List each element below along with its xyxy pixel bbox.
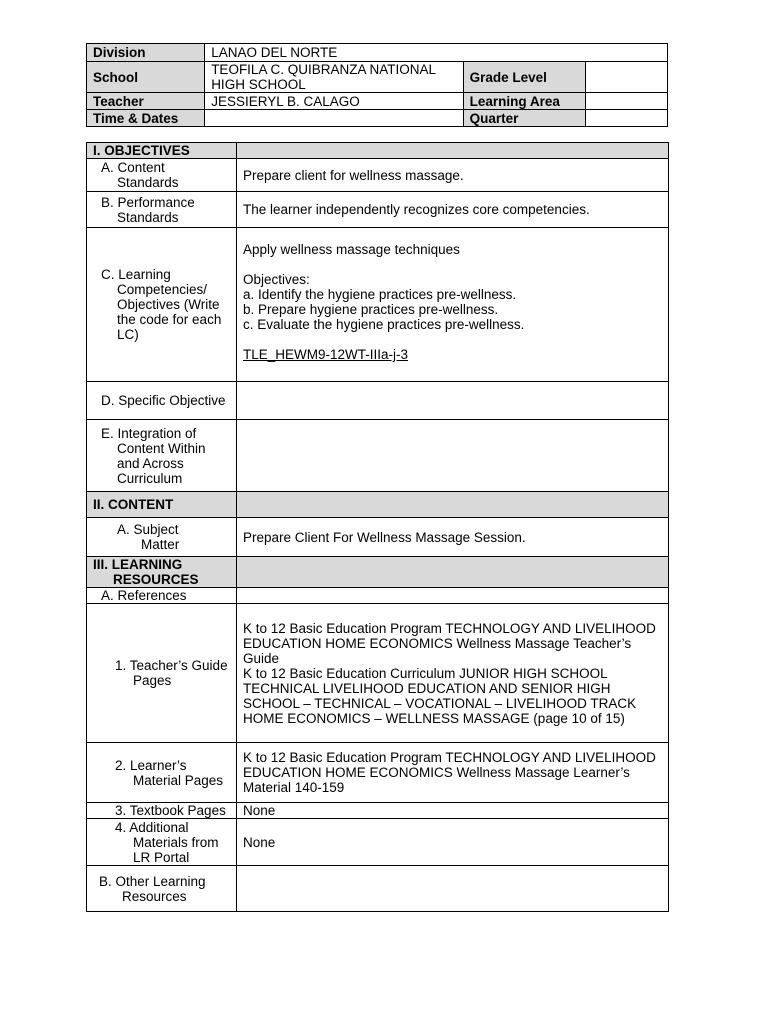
content-standards-value: Prepare client for wellness massage. (237, 159, 669, 192)
teachers-guide-label (87, 604, 237, 743)
learners-material-label (87, 743, 237, 803)
learning-competencies-value (237, 228, 669, 382)
subject-matter-label-text: A. Subject Matter (117, 522, 180, 552)
specific-objective-label: D. Specific Objective (87, 382, 237, 420)
additional-materials-label (87, 819, 237, 866)
performance-standards-label (87, 192, 237, 228)
teacher-value: JESSIERYL B. CALAGO (205, 93, 463, 110)
resources-heading-blank (237, 557, 669, 588)
time-dates-value (205, 110, 463, 127)
time-dates-label: Time & Dates (87, 110, 205, 127)
lc-objectives-heading: Objectives: (243, 272, 310, 287)
grade-level-label: Grade Level (463, 62, 585, 93)
header-table (86, 43, 668, 127)
lc-code: TLE_HEWM9-12WT-IIIa-j-3 (243, 347, 409, 362)
performance-standards-value: The learner independently recognizes core competencies. (237, 192, 669, 228)
learners-material-value: K to 12 Basic Education Program TECHNOLOGY AND LIVELIHOOD EDUCATION HOME ECONOMICS Wellness Massage Learner’s Material 140-159 (237, 743, 669, 803)
grade-level-value (585, 62, 667, 93)
content-standards-label-text: A. Content Standards (101, 160, 179, 190)
quarter-label: Quarter (463, 110, 585, 127)
performance-standards-label-text: B. Performance Standards (101, 194, 195, 225)
lc-objective-a: a. Identify the hygiene practices pre-wellness. (243, 287, 517, 302)
learning-area-label: Learning Area (463, 93, 585, 110)
content-standards-label (87, 159, 237, 192)
other-resources-label-text: B. Other Learning Resources (99, 873, 206, 904)
learning-competencies-label (87, 228, 237, 382)
school-value: TEOFILA C. QUIBRANZA NATIONAL HIGH SCHOOL (205, 62, 463, 93)
subject-matter-value: Prepare Client For Wellness Massage Session. (237, 518, 669, 557)
content-heading-blank (237, 492, 669, 518)
resources-heading-text: III. LEARNING RESOURCES (93, 557, 199, 587)
other-resources-value (237, 866, 669, 912)
division-label: Division (87, 44, 205, 62)
subject-matter-label (87, 518, 237, 557)
resources-heading (87, 557, 237, 588)
learning-competencies-label-text: C. Learning Competencies/ Objectives (Write the code for each LC) (101, 267, 222, 342)
division-value: LANAO DEL NORTE (205, 44, 668, 62)
integration-value (237, 420, 669, 492)
objectives-heading-blank (237, 143, 669, 159)
textbook-label: 3. Textbook Pages (87, 803, 237, 819)
school-label: School (87, 62, 205, 93)
lc-objective-c: c. Evaluate the hygiene practices pre-wellness. (243, 317, 525, 332)
specific-objective-value (237, 382, 669, 420)
teachers-guide-value: K to 12 Basic Education Program TECHNOLOGY AND LIVELIHOOD EDUCATION HOME ECONOMICS Wellness Massage Teacher’s Guide K to 12 Basic Education Curriculum JUNIOR HIGH SCHOOL TECHNICAL LIVELIHOOD EDUCATION AND SENIOR HIGH SCHOOL – TECHNICAL – VOCATIONAL – LIVELIHOOD TRACK HOME ECONOMICS – WELLNESS MASSAGE (page 10 of 15) (237, 604, 669, 743)
textbook-value: None (237, 803, 669, 819)
lc-objective-b: b. Prepare hygiene practices pre-wellness. (243, 302, 499, 317)
additional-materials-value: None (237, 819, 669, 866)
content-heading: II. CONTENT (87, 492, 237, 518)
objectives-heading: I. OBJECTIVES (87, 143, 237, 159)
additional-materials-label-text: 4. Additional Materials from LR Portal (115, 819, 219, 865)
integration-label (87, 420, 237, 492)
quarter-value (585, 110, 667, 127)
lc-intro: Apply wellness massage techniques (243, 242, 460, 257)
learners-material-label-text: 2. Learner’s Material Pages (115, 757, 224, 788)
learning-area-value (585, 93, 667, 110)
references-value (237, 588, 669, 604)
lesson-plan-table (86, 142, 669, 912)
integration-label-text: E. Integration of Content Within and Across Curriculum (101, 425, 206, 486)
other-resources-label (87, 866, 237, 912)
teachers-guide-label-text: 1. Teacher’s Guide Pages (115, 658, 228, 688)
teacher-label: Teacher (87, 93, 205, 110)
references-label: A. References (87, 588, 237, 604)
